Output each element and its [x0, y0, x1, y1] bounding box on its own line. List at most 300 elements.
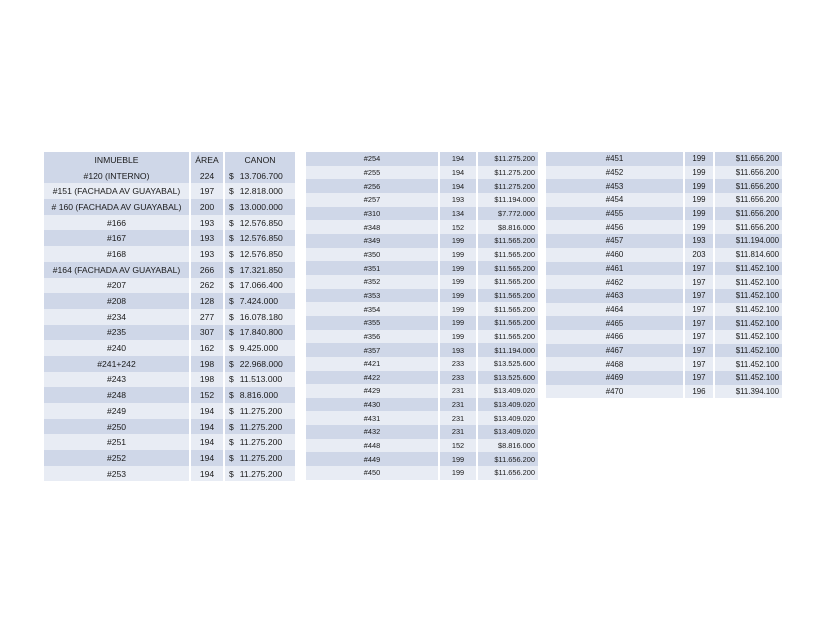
- table-row: [44, 309, 295, 325]
- canon-value: 8.816.000: [502, 222, 535, 232]
- canon-cell: [478, 425, 538, 439]
- canon-cell: [715, 234, 782, 248]
- inmueble-cell: #431: [306, 411, 440, 425]
- canon-value: 12.576.850: [239, 217, 283, 228]
- currency-symbol: $: [494, 454, 499, 464]
- currency-symbol: $: [735, 195, 741, 205]
- property-table-3: [546, 152, 782, 398]
- table-row: [546, 289, 782, 303]
- table-row: [306, 193, 538, 207]
- currency-symbol: $: [229, 170, 234, 181]
- canon-value: 7.772.000: [502, 208, 535, 218]
- canon-value: 11.452.100: [740, 345, 779, 355]
- area-cell: 199: [440, 302, 478, 316]
- canon-cell: [715, 166, 782, 180]
- inmueble-cell: # 160 (FACHADA AV GUAYABAL): [44, 199, 191, 215]
- currency-symbol: $: [494, 277, 499, 287]
- canon-cell: [715, 357, 782, 371]
- table-row: [44, 183, 295, 199]
- area-cell: 197: [685, 262, 715, 276]
- inmueble-cell: #453: [546, 179, 685, 193]
- canon-cell: [478, 371, 538, 385]
- currency-symbol: $: [229, 311, 234, 322]
- currency-symbol: $: [229, 468, 234, 479]
- currency-symbol: $: [229, 390, 234, 401]
- area-cell: 199: [440, 248, 478, 262]
- table-row: [306, 411, 538, 425]
- canon-value: 13.525.600: [498, 372, 535, 382]
- area-cell: 224: [191, 168, 225, 184]
- currency-symbol: $: [229, 280, 234, 291]
- canon-value: 17.321.850: [239, 264, 283, 275]
- canon-value: 11.275.200: [498, 154, 535, 164]
- area-cell: 231: [440, 398, 478, 412]
- area-cell: 262: [191, 278, 225, 294]
- table-row: [546, 166, 782, 180]
- currency-symbol: $: [493, 413, 498, 423]
- canon-cell: [478, 398, 538, 412]
- area-cell: 128: [191, 293, 225, 309]
- canon-cell: [225, 356, 295, 372]
- inmueble-cell: #455: [546, 207, 685, 221]
- canon-cell: [715, 344, 782, 358]
- currency-symbol: $: [229, 343, 234, 354]
- inmueble-cell: #350: [306, 248, 440, 262]
- area-cell: 199: [685, 179, 715, 193]
- canon-value: 13.409.020: [498, 427, 535, 437]
- area-cell: 194: [191, 450, 225, 466]
- table-row: [306, 425, 538, 439]
- canon-cell: [478, 302, 538, 316]
- inmueble-cell: #352: [306, 275, 440, 289]
- table-row: [306, 179, 538, 193]
- canon-cell: [715, 371, 782, 385]
- area-cell: 193: [685, 234, 715, 248]
- canon-value: 11.565.200: [498, 249, 535, 259]
- canon-value: 11.656.200: [740, 195, 779, 205]
- currency-symbol: $: [229, 358, 234, 369]
- currency-symbol: $: [735, 332, 741, 342]
- area-cell: 233: [440, 357, 478, 371]
- area-cell: 233: [440, 371, 478, 385]
- canon-value: 11.452.100: [740, 277, 779, 287]
- canon-cell: [225, 262, 295, 278]
- canon-value: 11.513.000: [239, 374, 283, 385]
- canon-value: 11.394.100: [740, 387, 779, 397]
- inmueble-cell: #432: [306, 425, 440, 439]
- currency-symbol: $: [493, 386, 498, 396]
- table-row: [44, 340, 295, 356]
- table-row: [546, 385, 782, 399]
- area-cell: 152: [191, 387, 225, 403]
- area-cell: 197: [685, 357, 715, 371]
- inmueble-cell: #207: [44, 278, 191, 294]
- table-row: [546, 207, 782, 221]
- canon-cell: [715, 262, 782, 276]
- inmueble-cell: #151 (FACHADA AV GUAYABAL): [44, 183, 191, 199]
- canon-value: 11.565.200: [498, 331, 535, 341]
- currency-symbol: $: [735, 209, 741, 219]
- table-row: [44, 387, 295, 403]
- currency-symbol: $: [229, 437, 234, 448]
- currency-symbol: $: [229, 452, 234, 463]
- canon-cell: [715, 248, 782, 262]
- table-row: [546, 248, 782, 262]
- area-cell: 194: [191, 466, 225, 482]
- canon-cell: [478, 411, 538, 425]
- inmueble-cell: #451: [546, 152, 685, 166]
- area-cell: 199: [685, 166, 715, 180]
- canon-cell: [715, 316, 782, 330]
- currency-symbol: $: [735, 236, 741, 246]
- canon-cell: [715, 193, 782, 207]
- area-cell: 307: [191, 325, 225, 341]
- canon-cell: [478, 261, 538, 275]
- currency-symbol: $: [493, 372, 498, 382]
- currency-symbol: $: [229, 421, 234, 432]
- canon-value: 11.194.000: [498, 345, 535, 355]
- inmueble-cell: #250: [44, 419, 191, 435]
- currency-symbol: $: [229, 186, 234, 197]
- canon-value: 11.452.100: [740, 373, 779, 383]
- table-row: [306, 466, 538, 480]
- currency-symbol: $: [735, 318, 741, 328]
- canon-value: 11.275.200: [239, 452, 283, 463]
- area-cell: 199: [440, 330, 478, 344]
- table-row: [44, 419, 295, 435]
- canon-cell: [225, 466, 295, 482]
- currency-symbol: $: [229, 374, 234, 385]
- inmueble-cell: #120 (INTERNO): [44, 168, 191, 184]
- currency-symbol: $: [229, 217, 234, 228]
- inmueble-cell: #464: [546, 303, 685, 317]
- currency-symbol: $: [494, 167, 499, 177]
- canon-value: 11.565.200: [498, 277, 535, 287]
- inmueble-cell: #355: [306, 316, 440, 330]
- canon-cell: [478, 439, 538, 453]
- canon-cell: [225, 168, 295, 184]
- canon-value: 8.816.000: [502, 441, 535, 451]
- inmueble-cell: #167: [44, 230, 191, 246]
- inmueble-cell: #249: [44, 403, 191, 419]
- table-row: [546, 179, 782, 193]
- inmueble-cell: #257: [306, 193, 440, 207]
- canon-cell: [478, 248, 538, 262]
- canon-value: 11.814.600: [740, 250, 779, 260]
- canon-cell: [225, 450, 295, 466]
- canon-value: 11.452.100: [740, 332, 779, 342]
- table-row: [546, 193, 782, 207]
- area-cell: 199: [440, 234, 478, 248]
- inmueble-cell: #256: [306, 179, 440, 193]
- inmueble-cell: #349: [306, 234, 440, 248]
- inmueble-cell: #448: [306, 439, 440, 453]
- canon-value: 11.275.200: [498, 181, 535, 191]
- table-row: [306, 152, 538, 166]
- inmueble-cell: #429: [306, 384, 440, 398]
- inmueble-cell: #166: [44, 215, 191, 231]
- canon-value: 11.452.100: [740, 304, 779, 314]
- canon-cell: [715, 152, 782, 166]
- table-row: [44, 215, 295, 231]
- canon-cell: [478, 234, 538, 248]
- canon-value: 11.452.100: [740, 318, 779, 328]
- area-cell: 193: [191, 215, 225, 231]
- table-row: [44, 325, 295, 341]
- currency-symbol: $: [229, 264, 234, 275]
- canon-cell: [715, 275, 782, 289]
- currency-symbol: $: [229, 201, 234, 212]
- table-row: [546, 371, 782, 385]
- inmueble-cell: #351: [306, 261, 440, 275]
- table-row: [306, 316, 538, 330]
- inmueble-cell: #421: [306, 357, 440, 371]
- table-row: [306, 302, 538, 316]
- canon-value: 11.275.200: [239, 468, 283, 479]
- inmueble-cell: #240: [44, 340, 191, 356]
- area-cell: 197: [191, 183, 225, 199]
- table-row: [44, 230, 295, 246]
- area-cell: 231: [440, 411, 478, 425]
- canon-cell: [225, 246, 295, 262]
- canon-value: 11.656.200: [740, 222, 779, 232]
- canon-cell: [478, 466, 538, 480]
- canon-cell: [715, 330, 782, 344]
- header-area: ÁREA: [191, 152, 225, 168]
- area-cell: 231: [440, 384, 478, 398]
- currency-symbol: $: [493, 400, 498, 410]
- inmueble-cell: #208: [44, 293, 191, 309]
- table-row: [306, 289, 538, 303]
- canon-value: 22.968.000: [239, 358, 283, 369]
- currency-symbol: $: [494, 468, 499, 478]
- table-row: [306, 439, 538, 453]
- table-row: [306, 261, 538, 275]
- area-cell: 162: [191, 340, 225, 356]
- table-row: [546, 316, 782, 330]
- canon-cell: [478, 220, 538, 234]
- currency-symbol: $: [735, 291, 741, 301]
- canon-cell: [715, 179, 782, 193]
- canon-value: 7.424.000: [239, 296, 279, 307]
- inmueble-cell: #430: [306, 398, 440, 412]
- inmueble-cell: #356: [306, 330, 440, 344]
- canon-value: 11.452.100: [740, 359, 779, 369]
- table-row: [306, 275, 538, 289]
- canon-value: 16.078.180: [239, 311, 283, 322]
- inmueble-cell: #422: [306, 371, 440, 385]
- table-row: [44, 450, 295, 466]
- currency-symbol: $: [735, 304, 741, 314]
- inmueble-cell: #462: [546, 275, 685, 289]
- area-cell: 198: [191, 356, 225, 372]
- currency-symbol: $: [494, 318, 499, 328]
- inmueble-cell: #243: [44, 372, 191, 388]
- area-cell: 203: [685, 248, 715, 262]
- table-row: [44, 372, 295, 388]
- inmueble-cell: #457: [546, 234, 685, 248]
- canon-cell: [715, 207, 782, 221]
- canon-cell: [478, 384, 538, 398]
- inmueble-cell: #469: [546, 371, 685, 385]
- area-cell: 152: [440, 439, 478, 453]
- inmueble-cell: #235: [44, 325, 191, 341]
- area-cell: 197: [685, 371, 715, 385]
- canon-value: 12.576.850: [239, 233, 283, 244]
- canon-cell: [478, 316, 538, 330]
- canon-cell: [478, 207, 538, 221]
- currency-symbol: $: [497, 222, 503, 232]
- inmueble-cell: #467: [546, 344, 685, 358]
- table-row: [546, 303, 782, 317]
- area-cell: 199: [440, 452, 478, 466]
- table-row: [44, 434, 295, 450]
- inmueble-cell: #461: [546, 262, 685, 276]
- canon-value: 11.194.000: [740, 236, 779, 246]
- area-cell: 197: [685, 275, 715, 289]
- currency-symbol: $: [229, 327, 234, 338]
- canon-cell: [478, 166, 538, 180]
- currency-symbol: $: [494, 345, 499, 355]
- area-cell: 199: [440, 275, 478, 289]
- area-cell: 196: [685, 385, 715, 399]
- currency-symbol: $: [493, 427, 498, 437]
- canon-value: 11.452.100: [740, 291, 779, 301]
- inmueble-cell: #454: [546, 193, 685, 207]
- table-row: [546, 152, 782, 166]
- inmueble-cell: #470: [546, 385, 685, 399]
- currency-symbol: $: [494, 181, 499, 191]
- table-row: [44, 293, 295, 309]
- currency-symbol: $: [735, 222, 741, 232]
- inmueble-cell: #353: [306, 289, 440, 303]
- currency-symbol: $: [735, 181, 741, 191]
- canon-value: 11.565.200: [498, 318, 535, 328]
- canon-cell: [715, 385, 782, 399]
- area-cell: 199: [685, 152, 715, 166]
- table-row: [306, 248, 538, 262]
- table-header-row: [44, 152, 295, 168]
- table-row: [306, 357, 538, 371]
- area-cell: 199: [440, 261, 478, 275]
- area-cell: 194: [440, 166, 478, 180]
- currency-symbol: $: [735, 168, 741, 178]
- canon-cell: [478, 357, 538, 371]
- area-cell: 197: [685, 303, 715, 317]
- table-row: [306, 371, 538, 385]
- inmueble-cell: #354: [306, 302, 440, 316]
- table-row: [44, 356, 295, 372]
- currency-symbol: $: [735, 277, 741, 287]
- canon-cell: [225, 387, 295, 403]
- area-cell: 197: [685, 330, 715, 344]
- canon-cell: [715, 289, 782, 303]
- inmueble-cell: #255: [306, 166, 440, 180]
- inmueble-cell: #449: [306, 452, 440, 466]
- area-cell: 197: [685, 316, 715, 330]
- canon-cell: [478, 179, 538, 193]
- table-row: [546, 275, 782, 289]
- inmueble-cell: #164 (FACHADA AV GUAYABAL): [44, 262, 191, 278]
- canon-value: 12.576.850: [239, 248, 283, 259]
- canon-value: 17.066.400: [239, 280, 283, 291]
- canon-value: 13.000.000: [239, 201, 283, 212]
- inmueble-cell: #357: [306, 343, 440, 357]
- table-row: [306, 398, 538, 412]
- canon-value: 13.409.020: [498, 400, 535, 410]
- inmueble-cell: #234: [44, 309, 191, 325]
- area-cell: 199: [440, 466, 478, 480]
- property-table-2: [306, 152, 538, 480]
- canon-cell: [478, 343, 538, 357]
- inmueble-cell: #463: [546, 289, 685, 303]
- area-cell: 231: [440, 425, 478, 439]
- canon-value: 11.452.100: [740, 263, 779, 273]
- inmueble-cell: #241+242: [44, 356, 191, 372]
- currency-symbol: $: [494, 249, 499, 259]
- canon-value: 11.656.200: [498, 454, 535, 464]
- table-row: [44, 199, 295, 215]
- area-cell: 194: [191, 434, 225, 450]
- canon-value: 13.409.020: [498, 413, 535, 423]
- area-cell: 199: [685, 207, 715, 221]
- inmueble-cell: #460: [546, 248, 685, 262]
- area-cell: 194: [440, 152, 478, 166]
- inmueble-cell: #248: [44, 387, 191, 403]
- area-cell: 152: [440, 220, 478, 234]
- inmueble-cell: #252: [44, 450, 191, 466]
- table-row: [44, 168, 295, 184]
- inmueble-cell: #456: [546, 220, 685, 234]
- table-row: [306, 343, 538, 357]
- inmueble-cell: #468: [546, 357, 685, 371]
- inmueble-cell: #452: [546, 166, 685, 180]
- canon-cell: [478, 193, 538, 207]
- canon-value: 11.275.200: [498, 167, 535, 177]
- table-row: [44, 403, 295, 419]
- inmueble-cell: #251: [44, 434, 191, 450]
- canon-cell: [225, 325, 295, 341]
- currency-symbol: $: [494, 263, 499, 273]
- canon-cell: [478, 152, 538, 166]
- area-cell: 194: [191, 419, 225, 435]
- currency-symbol: $: [229, 405, 234, 416]
- table-row: [44, 278, 295, 294]
- canon-cell: [225, 293, 295, 309]
- area-cell: 199: [440, 289, 478, 303]
- currency-symbol: $: [494, 195, 499, 205]
- table-row: [546, 344, 782, 358]
- canon-value: 11.275.200: [239, 421, 283, 432]
- canon-value: 8.816.000: [239, 390, 279, 401]
- canon-cell: [478, 275, 538, 289]
- canon-cell: [478, 452, 538, 466]
- canon-value: 11.656.200: [498, 468, 535, 478]
- inmueble-cell: #168: [44, 246, 191, 262]
- area-cell: 197: [685, 344, 715, 358]
- area-cell: 277: [191, 309, 225, 325]
- currency-symbol: $: [735, 373, 741, 383]
- area-cell: 199: [440, 316, 478, 330]
- canon-value: 11.565.200: [498, 290, 535, 300]
- canon-value: 13.525.600: [498, 359, 535, 369]
- area-cell: 266: [191, 262, 225, 278]
- area-cell: 199: [685, 193, 715, 207]
- table-row: [546, 330, 782, 344]
- inmueble-cell: #310: [306, 207, 440, 221]
- canon-value: 11.565.200: [498, 263, 535, 273]
- table-row: [44, 466, 295, 482]
